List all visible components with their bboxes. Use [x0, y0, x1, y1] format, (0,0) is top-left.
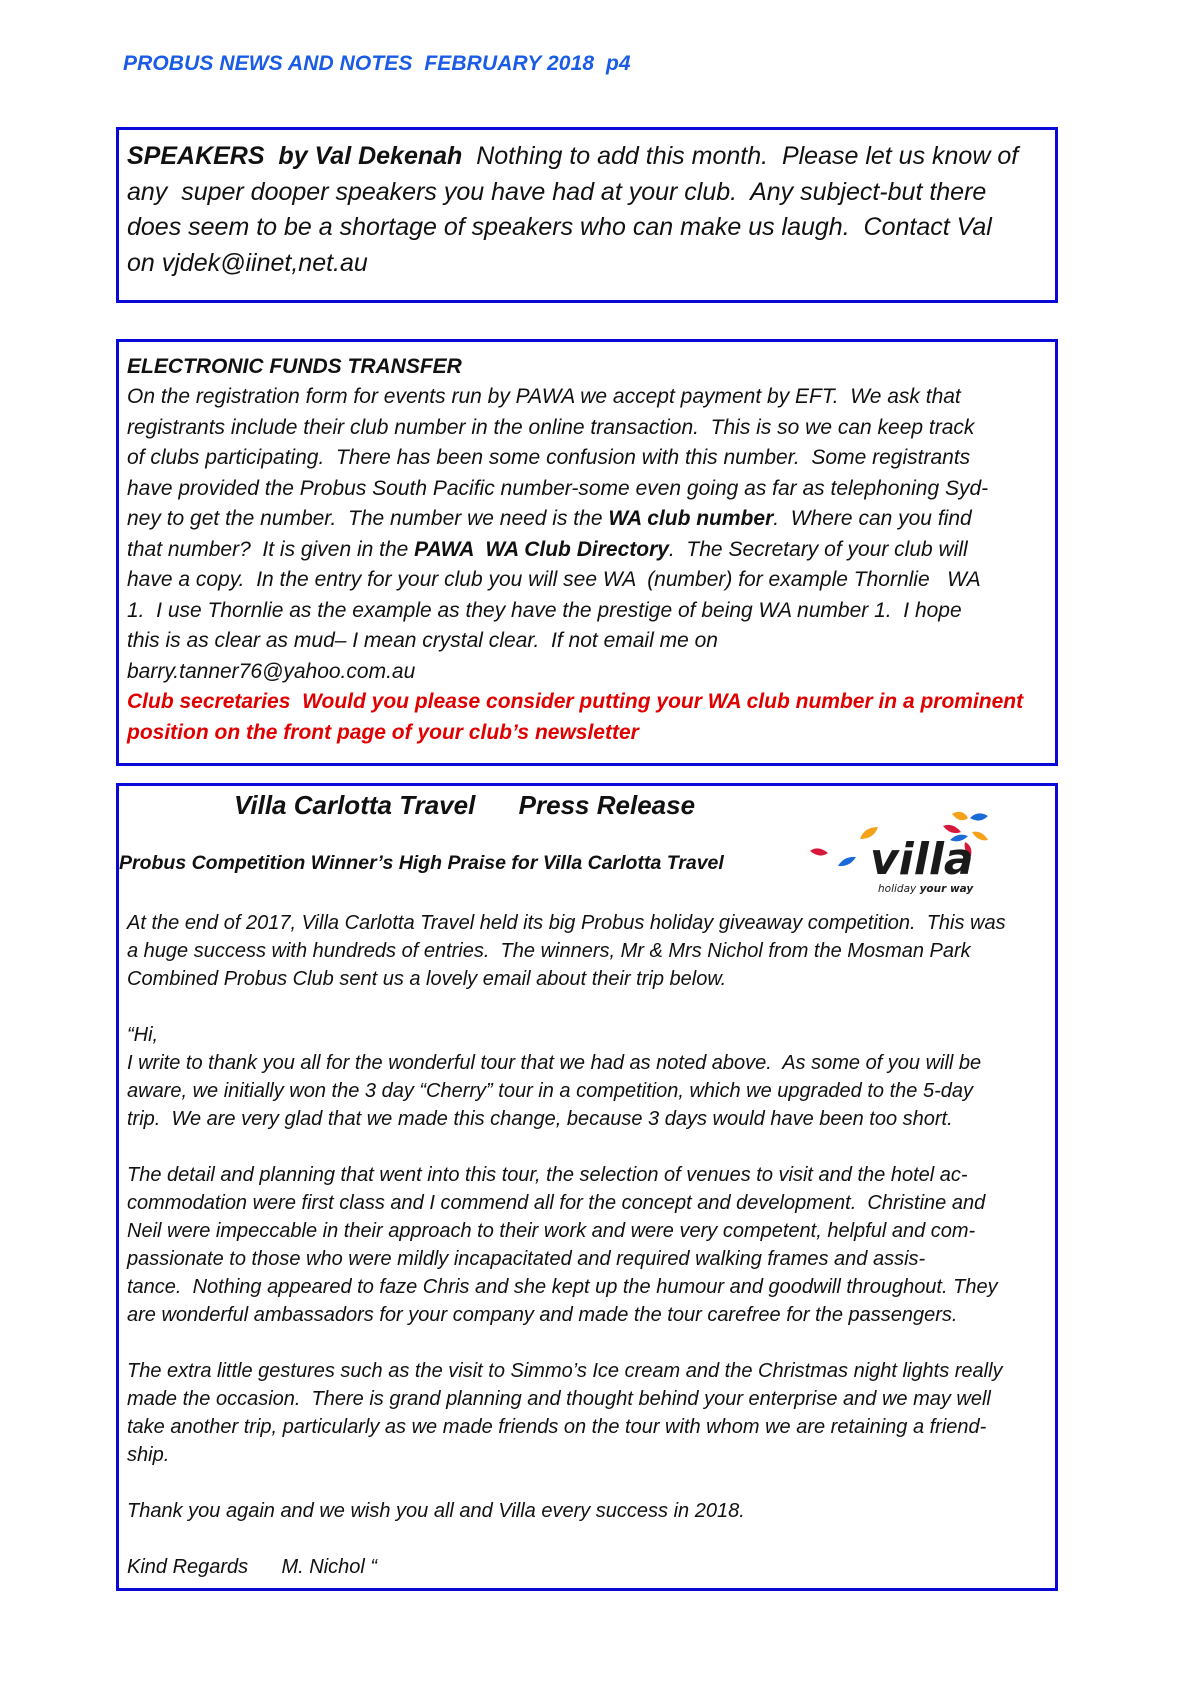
villa-intro-line: a huge success with hundreds of entries. The winners, Mr & Mrs Nichol from the Mosman Park — [127, 940, 971, 962]
eft-text: that number? It is given in the — [127, 537, 415, 561]
villa-press-release-box — [116, 783, 1058, 1591]
speakers-box — [116, 127, 1058, 303]
logo-tagline: holiday your way — [878, 883, 974, 895]
villa-title: Villa Carlotta Travel Press Release — [234, 790, 696, 820]
eft-line: of clubs participating. There has been some confusion with this number. Some registrants — [127, 446, 971, 469]
villa-subtitle: Probus Competition Winner’s High Praise for Villa Carlotta Travel — [119, 852, 724, 874]
letter-line: passionate to those who were mildly incapacitated and required walking frames and assis- — [127, 1248, 926, 1270]
speakers-heading: SPEAKERS by Val Dekenah — [127, 142, 463, 170]
wa-club-number-emphasis: WA club number — [608, 507, 774, 530]
letter-line: aware, we initially won the 3 day “Cherry” tour in a competition, which we upgraded to the 5-day — [127, 1080, 973, 1102]
letter-line: ship. — [127, 1444, 170, 1466]
speakers-email: on vjdek@iinet,net.au — [127, 248, 368, 277]
speakers-line: does seem to be a shortage of speakers who can make us laugh. Contact Val — [127, 213, 992, 241]
letter-line: made the occasion. There is grand planning and thought behind your enterprise and we may well — [127, 1388, 991, 1410]
eft-box — [116, 339, 1058, 766]
villa-intro-line: Combined Probus Club sent us a lovely email about their trip below. — [127, 968, 727, 990]
eft-line — [127, 504, 1047, 535]
letter-line: Neil were impeccable in their approach to their work and were very competent, helpful and com- — [127, 1220, 976, 1242]
villa-intro-line: At the end of 2017, Villa Carlotta Travel held its big Probus holiday giveaway competition. This was — [127, 912, 1006, 934]
letter-line: trip. We are very glad that we made this change, because 3 days would have been too short. — [127, 1108, 953, 1130]
eft-line: On the registration form for events run by PAWA we accept payment by EFT. We ask that — [127, 385, 961, 408]
page-header-title: PROBUS NEWS AND NOTES FEBRUARY 2018 p4 — [123, 52, 631, 75]
letter-thanks: Thank you again and we wish you all and Villa every success in 2018. — [127, 1500, 745, 1522]
eft-notice: position on the front page of your club’s newsletter — [127, 720, 639, 744]
eft-line: have provided the Probus South Pacific number-some even going as far as telephoning Syd- — [127, 476, 989, 500]
speakers-line: any super dooper speakers you have had at your club. Any subject-but there — [127, 177, 987, 206]
eft-line — [127, 535, 1047, 566]
letter-line: The extra little gestures such as the visit to Simmo’s Ice cream and the Christmas night lights really — [127, 1360, 1003, 1382]
eft-title: ELECTRONIC FUNDS TRANSFER — [127, 355, 462, 378]
villa-logo — [800, 804, 995, 899]
letter-greeting: “Hi, — [127, 1024, 159, 1046]
letter-line: The detail and planning that went into this tour, the selection of venues to visit and the hotel ac- — [127, 1164, 968, 1186]
eft-notice: Club secretaries Would you please consider putting your WA club number in a prominent — [127, 690, 1024, 713]
eft-text: . The Secretary of your club will — [668, 537, 968, 561]
letter-line: are wonderful ambassadors for your company and made the tour carefree for the passengers. — [127, 1304, 958, 1326]
eft-line: 1. I use Thornlie as the example as they have the prestige of being WA number 1. I hope — [127, 598, 962, 622]
letter-line: I write to thank you all for the wonderful tour that we had as noted above. As some of you will be — [127, 1052, 982, 1074]
eft-line: have a copy. In the entry for your club you will see WA (number) for example Thornlie WA — [127, 568, 981, 591]
eft-line: this is as clear as mud– I mean crystal clear. If not email me on — [127, 629, 718, 652]
speakers-line: Nothing to add this month. Please let us know of — [462, 142, 1019, 170]
eft-text: . Where can you find — [773, 507, 972, 530]
speakers-text — [127, 139, 1047, 281]
eft-text: ney to get the number. The number we need is the — [127, 507, 609, 530]
logo-wordmark: villa — [870, 834, 974, 885]
letter-line: take another trip, particularly as we made friends on the tour with whom we are retaining a friend- — [127, 1416, 987, 1438]
letter-line: commodation were first class and I commend all for the concept and development. Christine and — [127, 1192, 986, 1214]
eft-line: registrants include their club number in the online transaction. This is so we can keep track — [127, 415, 975, 439]
villa-body — [127, 909, 1047, 1581]
club-directory-emphasis: PAWA WA Club Directory — [414, 537, 669, 561]
eft-email: barry.tanner76@yahoo.com.au — [127, 659, 416, 683]
letter-signoff: Kind Regards M. Nichol “ — [127, 1556, 378, 1578]
letter-line: tance. Nothing appeared to faze Chris and she kept up the humour and goodwill throughout. They — [127, 1276, 998, 1298]
